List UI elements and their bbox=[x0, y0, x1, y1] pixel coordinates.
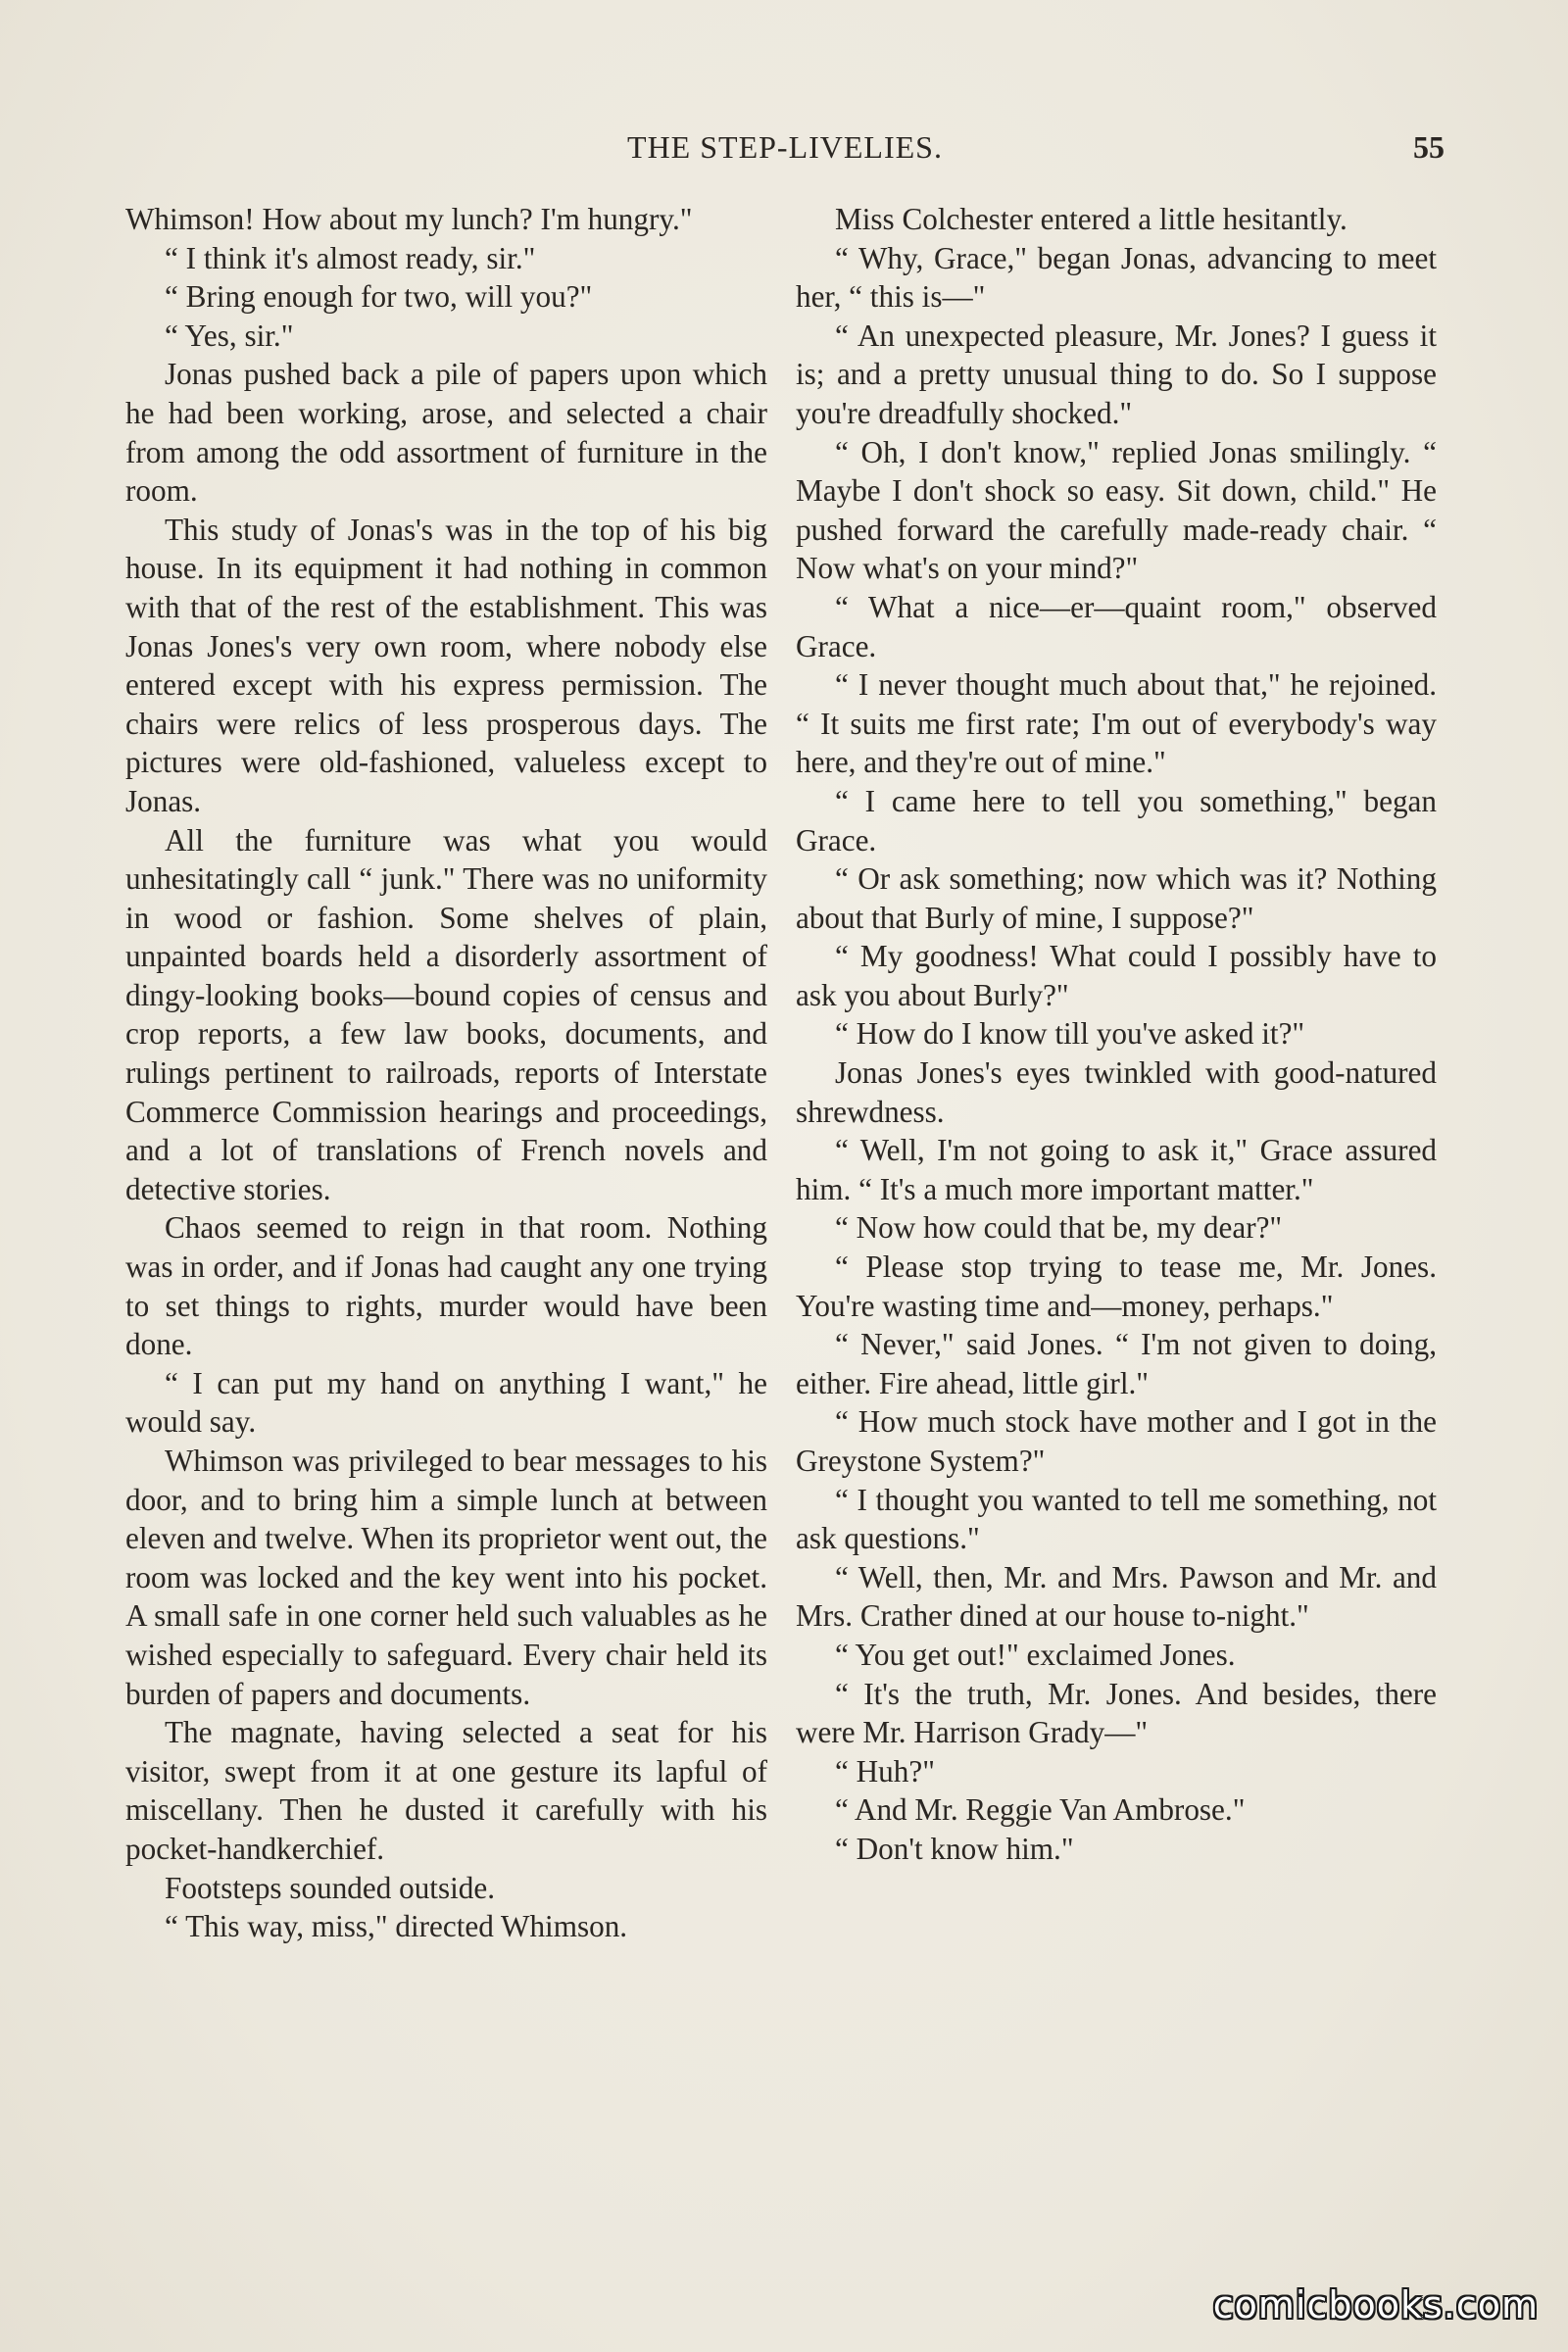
paragraph: “ You get out!" exclaimed Jones. bbox=[835, 1637, 1236, 1672]
paragraph: “ My goodness! What could I possibly have to ask you about Burly?" bbox=[796, 939, 1437, 1012]
paragraph: “ Yes, sir." bbox=[165, 318, 294, 353]
paragraph: Chaos seemed to reign in that room. Nothing was in order, and if Jonas had caught any one trying to set things to rights, murder would have been done. bbox=[125, 1210, 767, 1362]
site-watermark: comicbooks.com bbox=[1212, 2283, 1539, 2327]
paragraph: “ Never," said Jones. “ I'm not given to doing, either. Fire ahead, little girl." bbox=[796, 1327, 1437, 1400]
paragraph: Whimson! How about my lunch? I'm hungry." bbox=[125, 202, 693, 236]
paragraph: “ An unexpected pleasure, Mr. Jones? I guess it is; and a pretty unusual thing to do. So I suppose you're dreadfully shocked." bbox=[796, 318, 1437, 430]
left-column bbox=[125, 200, 767, 1946]
paragraph: This study of Jonas's was in the top of his big house. In its equipment it had nothing in common with that of the rest of the establishment. This was Jonas Jones's very own room, where nobody else entered except with his express permission. The chairs were relics of less prosperous days. The pictures were old-fashioned, valueless except to Jonas. bbox=[125, 512, 767, 818]
paragraph: Footsteps sounded outside. bbox=[165, 1870, 496, 1905]
paragraph: “ I can put my hand on anything I want," he would say. bbox=[125, 1365, 767, 1440]
paragraph: Whimson was privileged to bear messages to his door, and to bring him a simple lunch at between eleven and twelve. When its proprietor went out, the room was locked and the key went into his pocket. A small safe in one corner held such valuables as he wished especially to safeguard. Every chair held its burden of papers and documents. bbox=[125, 1444, 767, 1711]
page-number: 55 bbox=[1413, 129, 1445, 165]
paragraph: “ I came here to tell you something," began Grace. bbox=[796, 783, 1437, 858]
paragraph: “ I never thought much about that," he rejoined. “ It suits me first rate; I'm out of everybody's way here, and they're out of mine." bbox=[796, 667, 1437, 780]
paragraph: “ Well, then, Mr. and Mrs. Pawson and Mr. and Mrs. Crather dined at our house to-night." bbox=[796, 1559, 1437, 1634]
paragraph: “ Or ask something; now which was it? Nothing about that Burly of mine, I suppose?" bbox=[796, 861, 1437, 935]
paragraph: “ I think it's almost ready, sir." bbox=[165, 240, 536, 275]
paragraph: “ Don't know him." bbox=[835, 1831, 1074, 1866]
paragraph: “ How do I know till you've asked it?" bbox=[835, 1016, 1305, 1052]
running-title: THE STEP-LIVELIES. bbox=[627, 129, 943, 165]
paragraph: “ I thought you wanted to tell me something, not ask questions." bbox=[796, 1482, 1437, 1556]
paragraph: “ How much stock have mother and I got in the Greystone System?" bbox=[796, 1404, 1437, 1478]
paragraph: “ Bring enough for two, will you?" bbox=[165, 279, 593, 315]
paragraph: “ Why, Grace," began Jonas, advancing to meet her, “ this is—" bbox=[796, 240, 1437, 315]
paragraph: Jonas Jones's eyes twinkled with good-natured shrewdness. bbox=[796, 1055, 1437, 1129]
right-column bbox=[796, 200, 1437, 1869]
paragraph: “ It's the truth, Mr. Jones. And besides, there were Mr. Harrison Grady—" bbox=[796, 1676, 1437, 1750]
paragraph: “ This way, miss," directed Whimson. bbox=[165, 1909, 628, 1944]
page-header bbox=[125, 129, 1445, 178]
paragraph: Miss Colchester entered a little hesitantly. bbox=[835, 202, 1348, 236]
paragraph: “ And Mr. Reggie Van Ambrose." bbox=[835, 1792, 1246, 1828]
paragraph: Jonas pushed back a pile of papers upon which he had been working, arose, and selected a chair from among the odd assortment of furniture in the room. bbox=[125, 357, 767, 509]
paragraph: “ Oh, I don't know," replied Jonas smilingly. “ Maybe I don't shock so easy. Sit down, child." He pushed forward the carefully made-ready chair. “ Now what's on your mind?" bbox=[796, 434, 1437, 586]
paragraph: “ Huh?" bbox=[835, 1753, 935, 1788]
paragraph: All the furniture was what you would unhesitatingly call “ junk." There was no uniformity in wood or fashion. Some shelves of plain, unpainted boards held a disorderly assortment of dingy-looking books—bound copies of census and crop reports, a few law books, documents, and rulings pertinent to railroads, reports of Interstate Commerce Commission hearings and proceedings, and a lot of translations of French novels and detective stories. bbox=[125, 822, 767, 1206]
paragraph: “ What a nice—er—quaint room," observed Grace. bbox=[796, 589, 1437, 663]
paragraph: “ Please stop trying to tease me, Mr. Jones. You're wasting time and—money, perhaps." bbox=[796, 1250, 1437, 1323]
paragraph: “ Now how could that be, my dear?" bbox=[835, 1210, 1283, 1246]
paragraph: The magnate, having selected a seat for his visitor, swept from it at one gesture its lapful of miscellany. Then he dusted it carefully with his pocket-handkerchief. bbox=[125, 1715, 767, 1866]
paragraph: “ Well, I'm not going to ask it," Grace assured him. “ It's a much more important matter." bbox=[796, 1133, 1437, 1206]
